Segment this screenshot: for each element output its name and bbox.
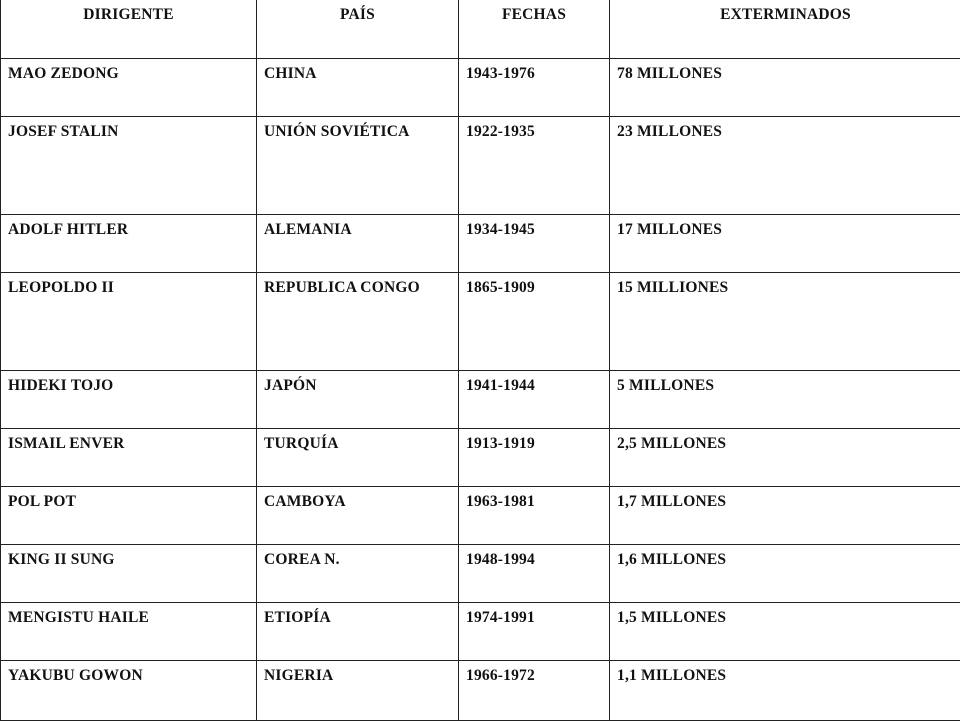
cell-fechas: 1974-1991 [459, 602, 610, 660]
cell-pais: NIGERIA [257, 660, 459, 720]
table-row [1, 428, 960, 486]
cell-fechas: 1966-1972 [459, 660, 610, 720]
cell-exterminados: 15 MILLIONES [610, 272, 960, 370]
cell-pais: TURQUÍA [257, 428, 459, 486]
cell-pais: CAMBOYA [257, 486, 459, 544]
table-row [1, 370, 960, 428]
cell-dirigente: KING II SUNG [1, 544, 257, 602]
cell-exterminados: 78 MILLONES [610, 58, 960, 116]
cell-exterminados: 2,5 MILLONES [610, 428, 960, 486]
cell-dirigente: MENGISTU HAILE [1, 602, 257, 660]
cell-pais: UNIÓN SOVIÉTICA [257, 116, 459, 214]
table-header-row [1, 0, 960, 58]
cell-fechas: 1913-1919 [459, 428, 610, 486]
cell-dirigente: LEOPOLDO II [1, 272, 257, 370]
table-row [1, 660, 960, 720]
table-row [1, 214, 960, 272]
cell-dirigente: MAO ZEDONG [1, 58, 257, 116]
cell-fechas: 1948-1994 [459, 544, 610, 602]
table-row [1, 602, 960, 660]
cell-exterminados: 1,5 MILLONES [610, 602, 960, 660]
cell-fechas: 1941-1944 [459, 370, 610, 428]
cell-dirigente: ADOLF HITLER [1, 214, 257, 272]
table-row [1, 486, 960, 544]
cell-pais: REPUBLICA CONGO [257, 272, 459, 370]
cell-pais: CHINA [257, 58, 459, 116]
cell-exterminados: 17 MILLONES [610, 214, 960, 272]
table-row [1, 116, 960, 214]
cell-exterminados: 1,1 MILLONES [610, 660, 960, 720]
cell-pais: JAPÓN [257, 370, 459, 428]
cell-exterminados: 1,6 MILLONES [610, 544, 960, 602]
table-row [1, 544, 960, 602]
cell-exterminados: 23 MILLONES [610, 116, 960, 214]
cell-dirigente: ISMAIL ENVER [1, 428, 257, 486]
cell-fechas: 1922-1935 [459, 116, 610, 214]
cell-fechas: 1865-1909 [459, 272, 610, 370]
header-pais: PAÍS [257, 0, 459, 58]
cell-pais: ETIOPÍA [257, 602, 459, 660]
cell-dirigente: JOSEF STALIN [1, 116, 257, 214]
header-dirigente: DIRIGENTE [1, 0, 257, 58]
cell-dirigente: HIDEKI TOJO [1, 370, 257, 428]
cell-fechas: 1963-1981 [459, 486, 610, 544]
cell-fechas: 1943-1976 [459, 58, 610, 116]
cell-pais: ALEMANIA [257, 214, 459, 272]
cell-dirigente: YAKUBU GOWON [1, 660, 257, 720]
cell-dirigente: POL POT [1, 486, 257, 544]
table-row [1, 272, 960, 370]
header-exterminados: EXTERMINADOS [610, 0, 960, 58]
cell-exterminados: 5 MILLONES [610, 370, 960, 428]
cell-exterminados: 1,7 MILLONES [610, 486, 960, 544]
header-fechas: FECHAS [459, 0, 610, 58]
table-row [1, 58, 960, 116]
cell-pais: COREA N. [257, 544, 459, 602]
cell-fechas: 1934-1945 [459, 214, 610, 272]
